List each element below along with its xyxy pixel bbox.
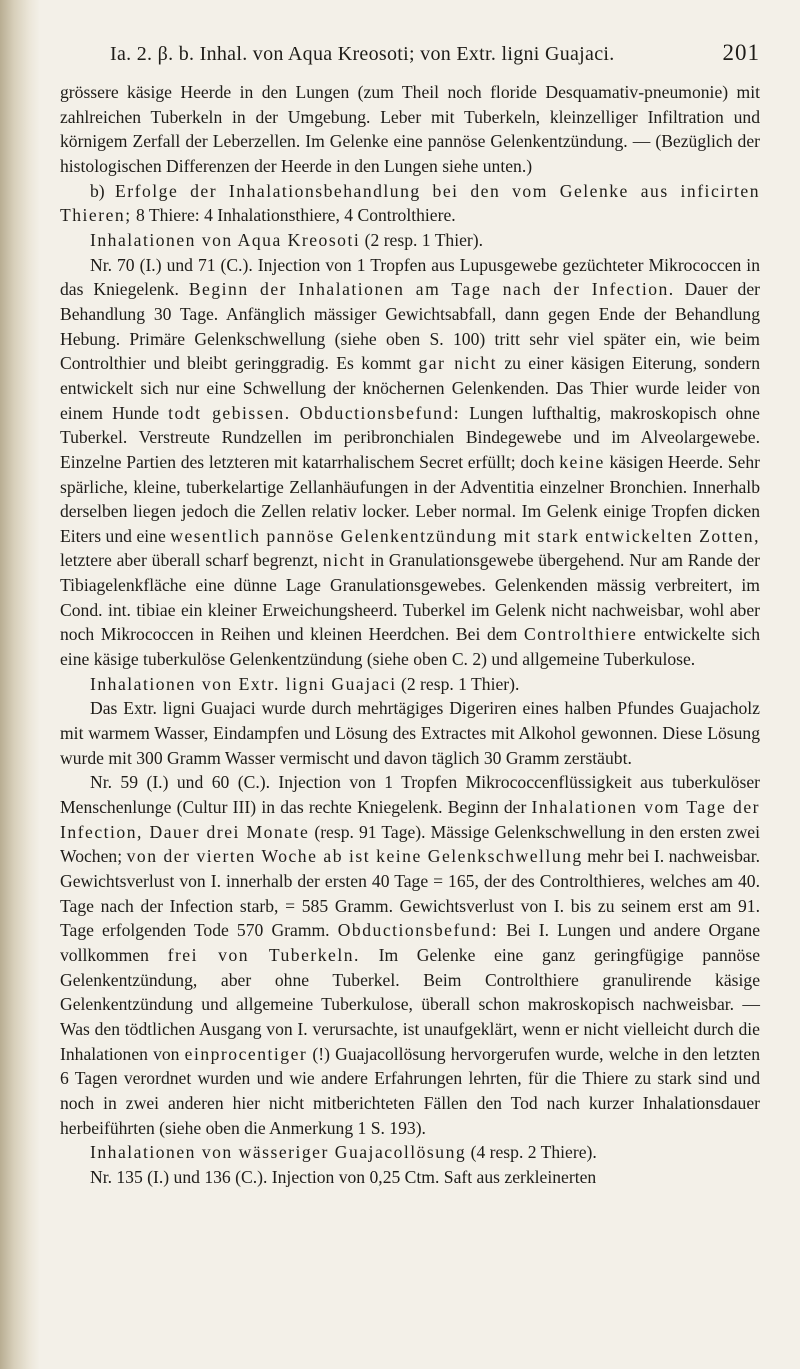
text-run: in Granulationsgewebe übergehend. Nur am Rande der Tibiagelenkfläche eine dünne Lage Granulationsgewebes. Gelenkenden mässig verbreitert, im Cond. int. tibiae ein kleiner Erweichungsheerd. Tuberkel im Gelenk nicht nachweisbar, wohl aber noch Mikrococcen in Reihen und kleinen Heerdchen. Bei dem bbox=[60, 550, 760, 645]
text-run: Nr. 135 (I.) und 136 (C.). Injection von 0,25 Ctm. Saft aus zerkleinerten bbox=[90, 1166, 597, 1187]
spaced-emphasis-text: nicht bbox=[322, 550, 366, 571]
spaced-emphasis-text: frei von Tuberkeln. bbox=[167, 944, 360, 965]
text-run: Nr. 70 (I.) und 71 (C.). Injection von 1 Tropfen aus Lupusgewebe gezüchteter Mikrococcen in das Kniegelenk. bbox=[60, 254, 760, 300]
running-header bbox=[60, 40, 760, 80]
text-run: (2 resp. 1 Thier). bbox=[396, 673, 520, 694]
spaced-emphasis-text: Inhalationen von Aqua Kreosoti bbox=[90, 229, 361, 250]
paragraph bbox=[60, 1140, 760, 1165]
spaced-emphasis-text: Obductionsbefund: bbox=[337, 920, 499, 941]
book-page bbox=[60, 40, 760, 1190]
paragraph bbox=[60, 770, 760, 1140]
spaced-emphasis-text: Controlthiere bbox=[523, 624, 638, 645]
text-run: mehr bei I. nachweisbar. Gewichtsverlust von I. innerhalb der ersten 40 Tage = 165, der des Controlthieres, welches am 40. Tage nach der Infection starb, = 585 Gramm. Gewichtsverlust von I. bis zu seinem erst am 91. Tage erfolgenden Tode 570 Gramm. bbox=[60, 846, 760, 941]
text-run: Im Gelenke eine ganz geringfügige pannöse Gelenkentzündung, aber ohne Tuberkel. Beim Controlthiere granulirende käsige Gelenkentzündung und allgemeine Tuberkulose, überall schon makroskopisch nachweisbar. — Was den tödtlichen Ausgang von I. verursachte, ist unaufgeklärt, wenn er nicht vielleicht durch die Inhalationen von bbox=[60, 944, 761, 1064]
paragraph bbox=[60, 228, 760, 253]
text-run: (2 resp. 1 Thier). bbox=[360, 229, 484, 250]
text-run bbox=[291, 403, 300, 423]
spaced-emphasis-text: Inhalationen vom Tage der Infection, Dauer drei Monate bbox=[60, 797, 760, 842]
running-title: Ia. 2. β. b. Inhal. von Aqua Kreosoti; von Extr. ligni Guajaci. bbox=[110, 43, 615, 65]
text-run: (!) Guajacollösung hervorgerufen wurde, welche in den letzten 6 Tagen verordnet wurden und wie andere Erfahrungen lehrten, für die Thiere zu stark sind und noch in zwei anderen hier nicht mitberichteten Fällen den Tod nach kurzer Inhalationsdauer herbeiführten (siehe oben die Anmerkung 1 S. 193). bbox=[60, 1043, 760, 1138]
text-run: 8 Thiere: 4 Inhalationsthiere, 4 Controlthiere. bbox=[131, 205, 456, 226]
page-body bbox=[60, 80, 760, 1190]
spaced-emphasis-text: Erfolge der Inhalationsbehandlung bei den vom Gelenke aus inficirten Thieren; bbox=[60, 180, 760, 226]
spaced-emphasis-text: einprocentiger bbox=[184, 1043, 308, 1064]
spaced-emphasis-text: wesentlich pannöse Gelenkentzündung mit stark entwickelten Zotten, bbox=[170, 525, 760, 546]
text-run: Dauer der Behandlung 30 Tage. Anfänglich mässiger Gewichtsabfall, dann gegen Ende der Behandlung Hebung. Primäre Gelenkschwellung (siehe oben S. 100) tritt sehr viel später ein, wie beim Controlthier und bleibt geringgradig. Es kommt bbox=[60, 279, 760, 374]
paragraph bbox=[60, 696, 760, 770]
paragraph bbox=[60, 80, 760, 179]
paragraph bbox=[60, 1165, 760, 1190]
text-run: käsigen Heerde. Sehr spärliche, kleine, tuberkelartige Zellanhäufungen in der Adventitia einzelner Bronchien. Innerhalb derselben liegen jedoch die Zellen relativ locker. Leber normal. Im Gelenk einige Tropfen dicken Eiters und eine bbox=[60, 451, 760, 546]
spaced-emphasis-text: gar nicht bbox=[418, 353, 497, 374]
text-run: Lungen lufthaltig, makroskopisch ohne Tuberkel. Verstreute Rundzellen im peribronchialen Bindegewebe und im Alveolargewebe. Einzelne Partien des letzteren mit katarrhalischem Secret erfüllt; doch bbox=[60, 402, 760, 472]
spaced-emphasis-text: von der vierten Woche ab ist keine Gelenkschwellung bbox=[126, 846, 583, 867]
text-run: Bei I. Lungen und andere Organe vollkommen bbox=[60, 920, 761, 965]
paragraph bbox=[60, 672, 760, 697]
spaced-emphasis-text: Inhalationen von Extr. ligni Guajaci bbox=[90, 673, 397, 694]
text-run: entwickelte sich eine käsige tuberkulöse Gelenkentzündung (siehe oben C. 2) und allgemeine Tuberkulose. bbox=[60, 624, 760, 670]
spaced-emphasis-text: keine bbox=[559, 451, 605, 472]
text-run: Das Extr. ligni Guajaci wurde durch mehrtägiges Digeriren eines halben Pfundes Guajacholz mit warmem Wasser, Eindampfen und Lösung des Extractes mit Alkohol gewonnen. Diese Lösung wurde mit 300 Gramm Wasser vermischt und davon täglich 30 Gramm zerstäubt. bbox=[60, 698, 760, 768]
spaced-emphasis-text: todt gebissen. bbox=[168, 402, 291, 423]
paragraph bbox=[60, 179, 760, 228]
text-run: (resp. 91 Tage). Mässige Gelenkschwellung in den ersten zwei Wochen; bbox=[60, 821, 760, 867]
paragraph bbox=[60, 253, 760, 672]
text-run: (4 resp. 2 Thiere). bbox=[466, 1142, 597, 1163]
text-run: b) bbox=[90, 180, 116, 201]
text-run: Nr. 59 (I.) und 60 (C.). Injection von 1 Tropfen Mikrococcenflüssigkeit aus tuberkulöser Menschenlunge (Cultur III) in das rechte Kniegelenk. Beginn der bbox=[60, 772, 760, 818]
spaced-emphasis-text: Inhalationen von wässeriger Guajacollösung bbox=[90, 1142, 467, 1163]
page-binding-shadow bbox=[0, 0, 40, 1369]
text-run: grössere käsige Heerde in den Lungen (zum Theil noch floride Desquamativ-pneumonie) mit zahlreichen Tuberkeln in der Umgebung. Leber mit Tuberkeln, kleinzelliger Infiltration und körnigem Zerfall der Leberzellen. Im Gelenke eine pannöse Gelenkentzündung. — (Bezüglich der histologischen Differenzen der Heerde in den Lungen siehe unten.) bbox=[60, 82, 760, 176]
spaced-emphasis-text: Obductionsbefund: bbox=[299, 402, 461, 423]
page-number: 201 bbox=[722, 40, 760, 65]
text-run: letztere aber überall scharf begrenzt, bbox=[60, 550, 323, 571]
spaced-emphasis-text: Beginn der Inhalationen am Tage nach der Infection. bbox=[188, 279, 675, 300]
text-run: zu einer käsigen Eiterung, sondern entwickelt sich nur eine Schwellung der knöchernen Gelenkenden. Das Thier wurde leider von einem Hunde bbox=[60, 353, 761, 423]
